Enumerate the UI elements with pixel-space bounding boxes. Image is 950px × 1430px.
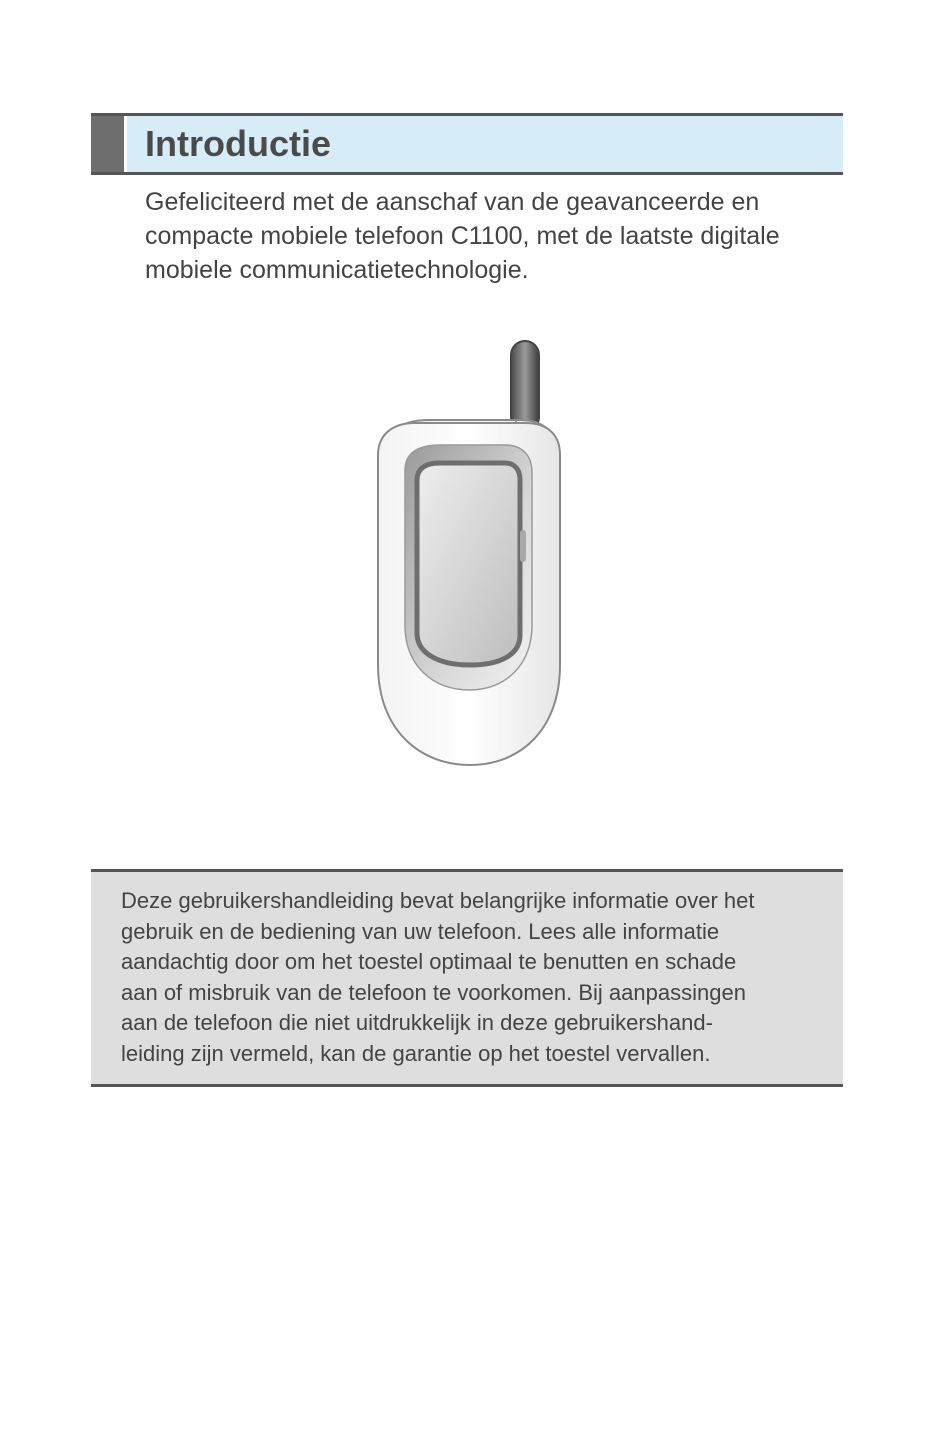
- intro-paragraph: Gefeliciteerd met de aanschaf van de geavanceerde en compacte mobiele telefoon C1100, met de laatste digitale mobiele communicatietechnologie.: [145, 188, 780, 284]
- notice-paragraph: [121, 886, 836, 1069]
- antenna: [511, 341, 539, 431]
- notice-line: aan de telefoon die niet uitdrukkelijk in deze gebruikershand-: [121, 1010, 713, 1035]
- external-display: [417, 463, 520, 665]
- notice-line: gebruik en de bediening van uw telefoon. Lees alle informatie: [121, 918, 720, 944]
- notice-line: aandachtig door om het toestel optimaal te benutten en schade: [121, 949, 737, 974]
- flip-phone-illustration: [370, 335, 570, 775]
- notice-line: aan of misbruik van de telefoon te voorkomen. Bij aanpassingen: [121, 979, 746, 1005]
- notice-line: Deze gebruikershandleiding bevat belangrijke informatie over het: [121, 888, 755, 913]
- side-key: [520, 530, 526, 562]
- notice-line: leiding zijn vermeld, kan de garantie op het toestel vervallen.: [121, 1040, 711, 1066]
- section-title: Introductie: [145, 123, 331, 164]
- header-accent-block: [91, 116, 124, 172]
